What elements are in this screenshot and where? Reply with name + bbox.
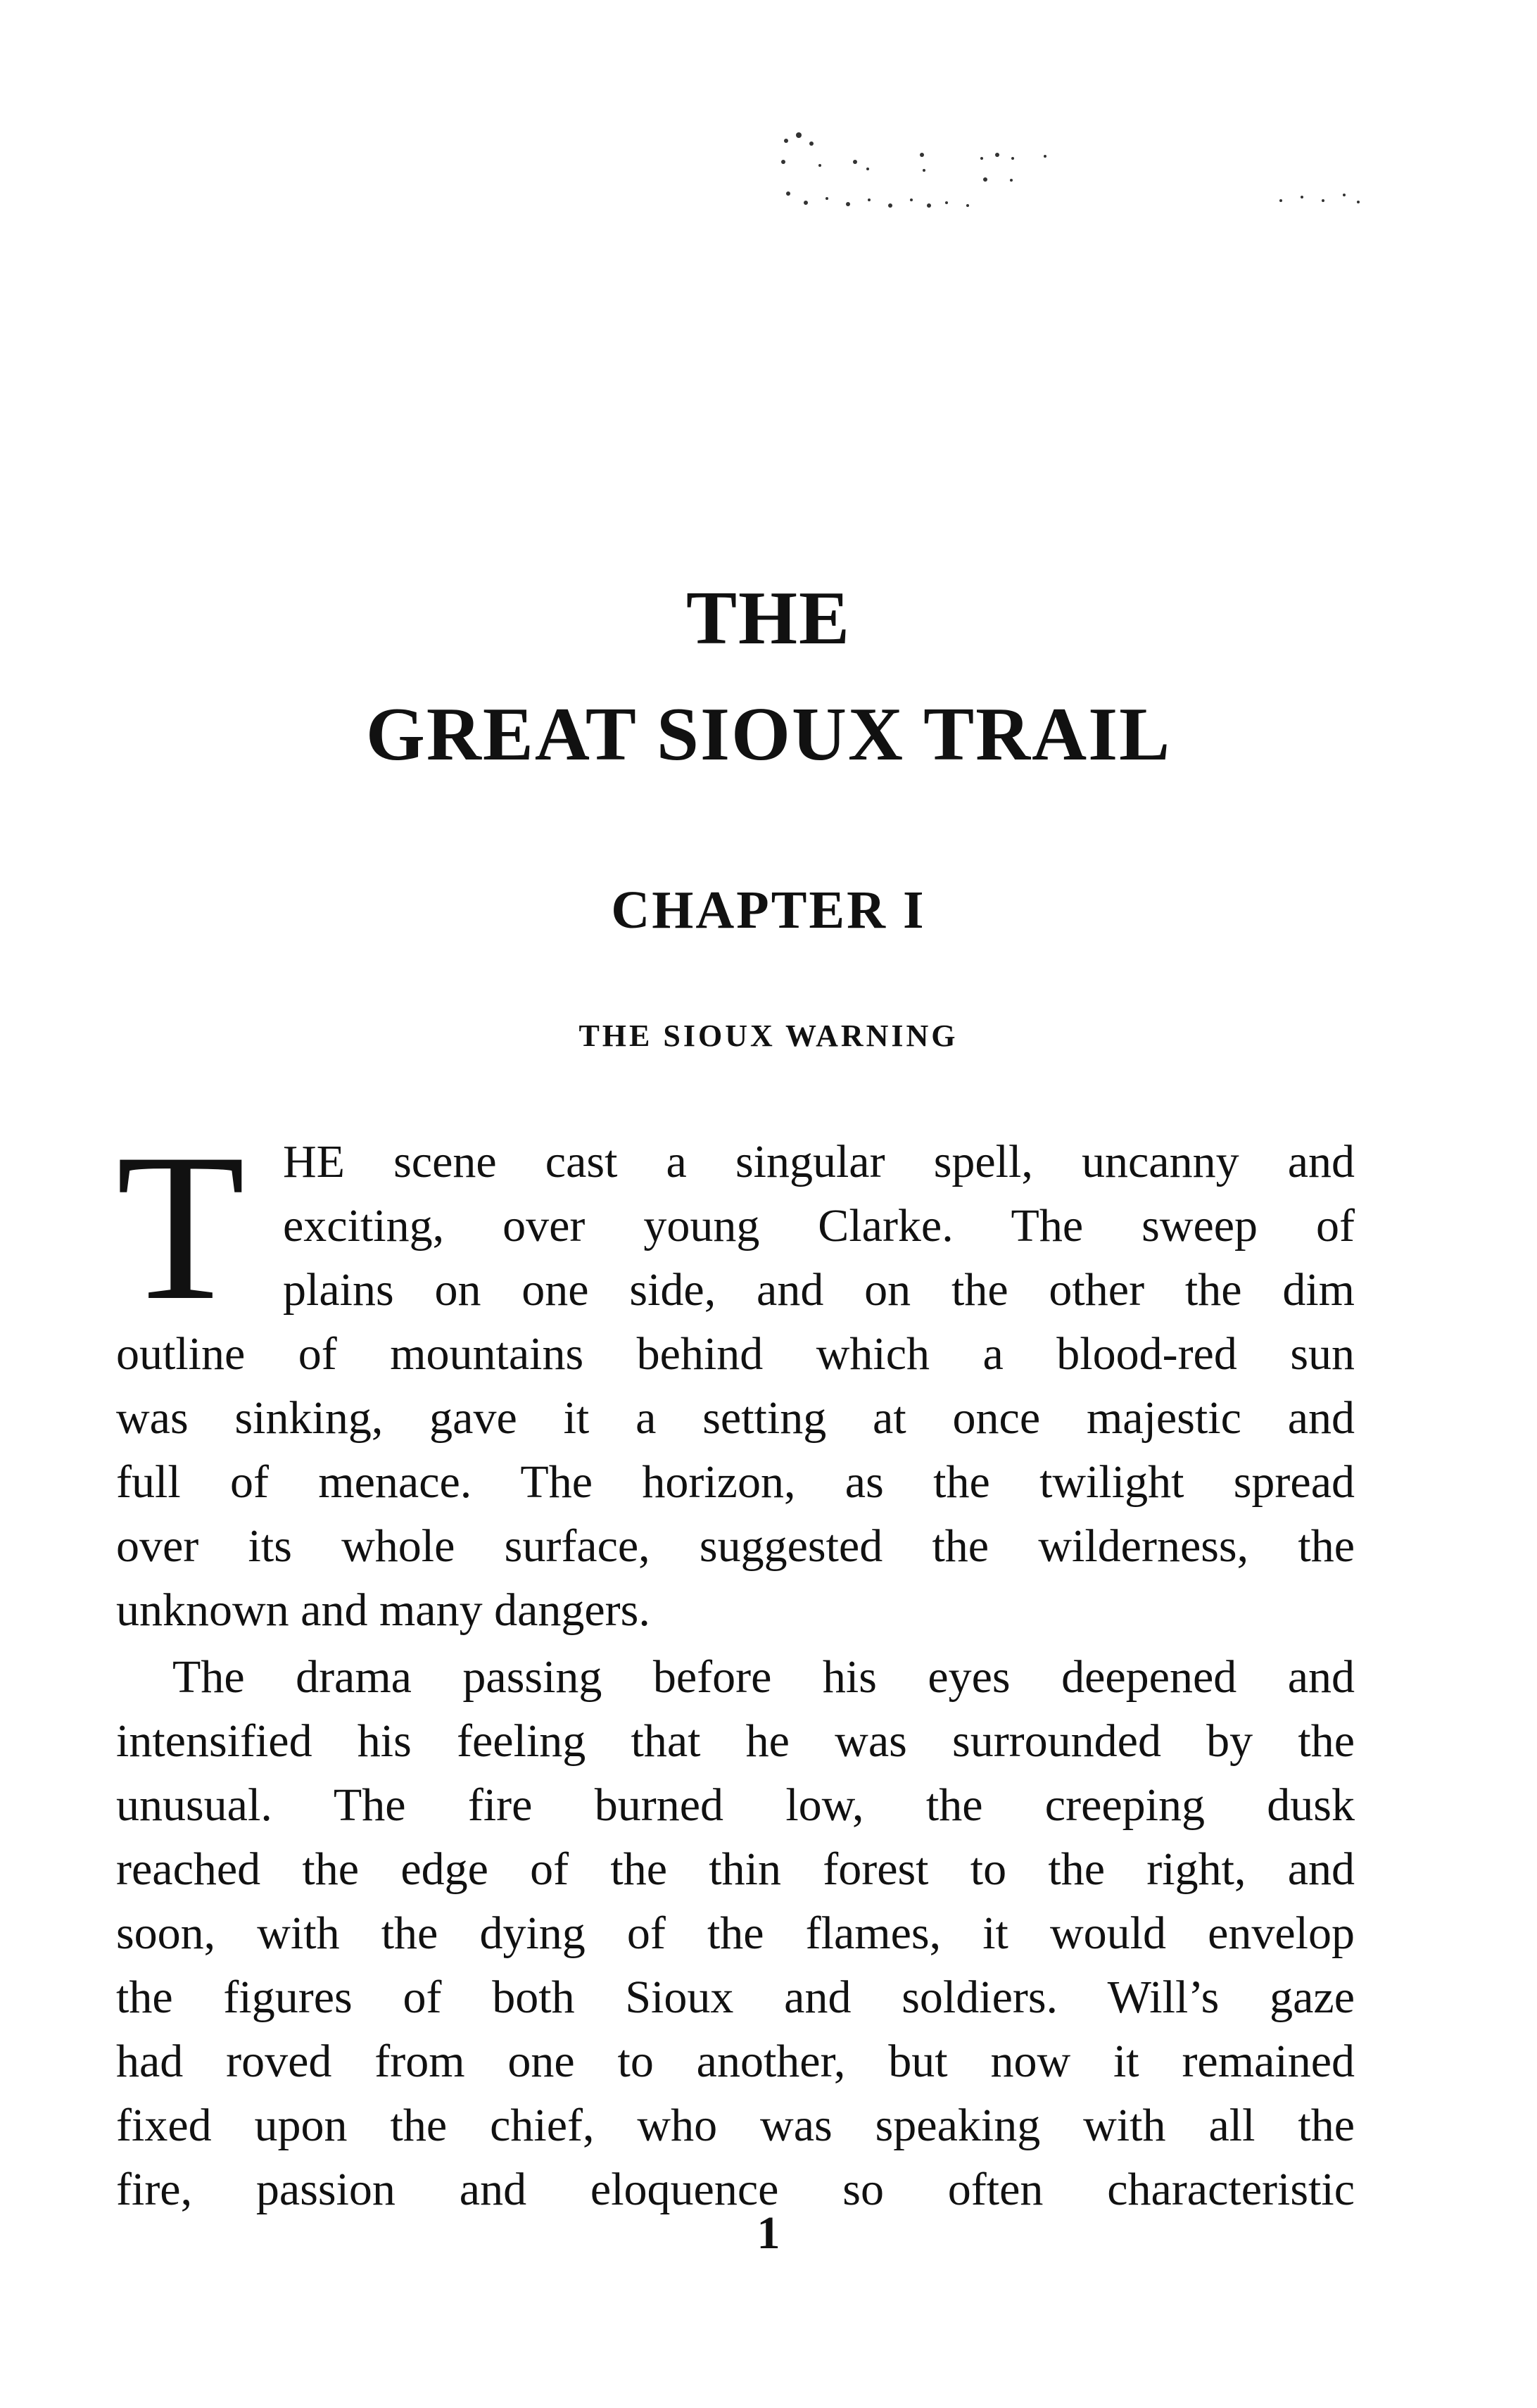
text-line: The drama passing before his eyes deepened and [172,1651,1355,1703]
paragraph-1 [116,1110,1355,1642]
text-line: full of menace. The horizon, as the twilight spread [116,1456,1355,1508]
page-number: 1 [757,2207,780,2259]
text-line: soon, with the dying of the flames, it would envelop [116,1908,1355,1959]
text-line: fixed upon the chief, who was speaking with all the [116,2100,1355,2151]
book-title-line-2: GREAT SIOUX TRAIL [365,693,1172,776]
text-line: HE scene cast a singular spell, uncanny and [283,1136,1355,1187]
drop-cap: T [116,1110,246,1344]
text-line: exciting, over young Clarke. The sweep of [283,1200,1355,1252]
book-title-line-1: THE [685,576,852,660]
faded-stamp-marks [1274,179,1365,222]
faded-library-stamp [778,127,1073,218]
text-line: fire, passion and eloquence so often characteristic [116,2164,1355,2215]
text-line: the figures of both Sioux and soldiers. Will’s gaze [116,1972,1355,2023]
paragraph-2 [116,1645,1355,2221]
text-line: plains on one side, and on the other the dim [283,1264,1355,1316]
text-line: was sinking, gave it a setting at once majestic and [116,1392,1355,1444]
text-line: unusual. The fire burned low, the creeping dusk [116,1779,1355,1831]
text-line: over its whole surface, suggested the wilderness, the [116,1520,1355,1572]
text-line: reached the edge of the thin forest to the right, and [116,1843,1355,1895]
text-line: intensified his feeling that he was surrounded by the [116,1715,1355,1767]
text-line: outline of mountains behind which a blood-red sun [116,1328,1355,1380]
chapter-title: THE SIOUX WARNING [578,1019,959,1053]
text-line: unknown and many dangers. [116,1584,650,1636]
text-line: had roved from one to another, but now it remained [116,2036,1355,2087]
chapter-number: CHAPTER I [611,881,926,940]
